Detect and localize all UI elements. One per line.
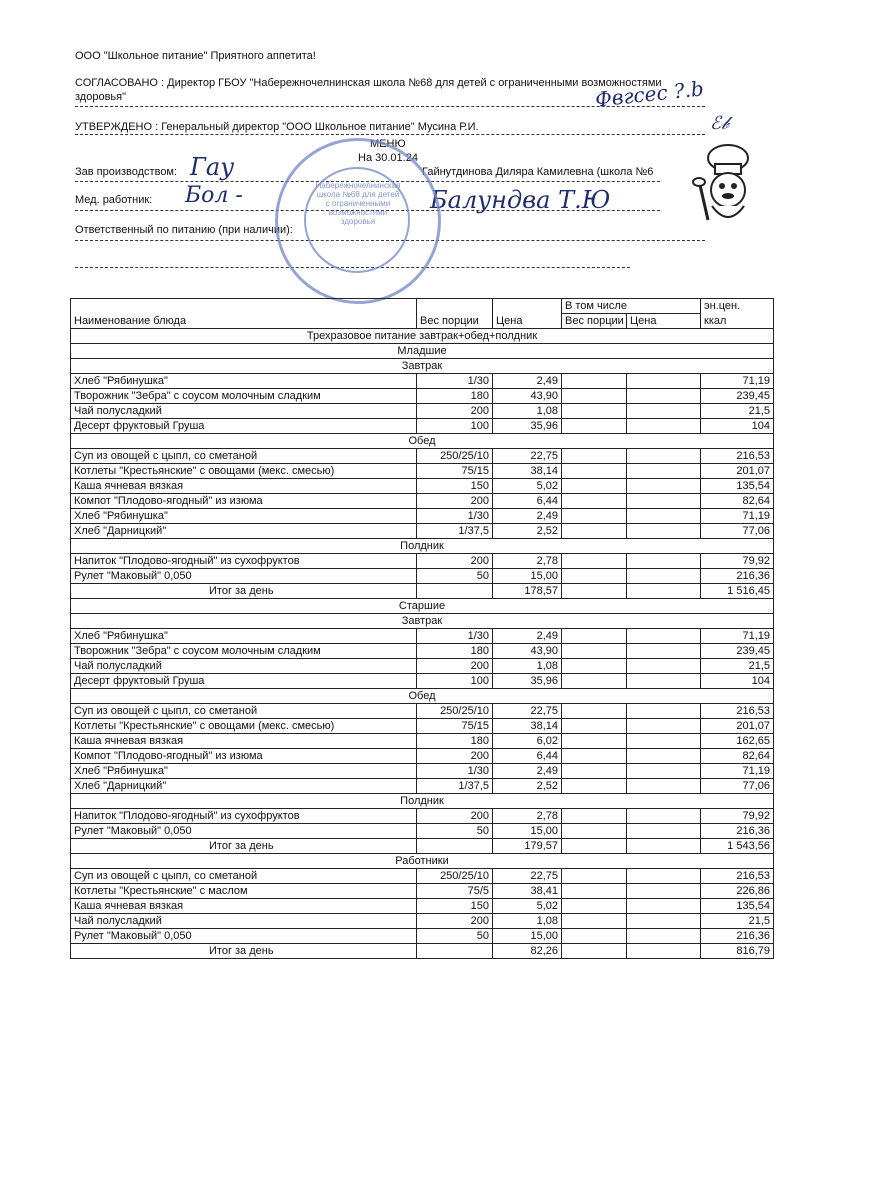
menu-title: МЕНЮ: [370, 138, 406, 150]
dish-price: 2,49: [493, 764, 562, 779]
sub-price-cell: [627, 809, 701, 824]
section-row: [71, 794, 774, 809]
sub-weight-cell: [562, 404, 627, 419]
dish-kcal: 216,36: [701, 929, 774, 944]
sub-price-cell: [627, 449, 701, 464]
sub-price-cell: [627, 419, 701, 434]
table-row: [71, 524, 774, 539]
section-row: [71, 599, 774, 614]
total-sub-price-cell: [627, 839, 701, 854]
table-row: [71, 779, 774, 794]
dish-price: 35,96: [493, 674, 562, 689]
table-row: [71, 764, 774, 779]
dish-kcal: 216,36: [701, 824, 774, 839]
dish-price: 15,00: [493, 569, 562, 584]
dish-weight: 75/15: [417, 464, 493, 479]
header-name: Наименование блюда: [71, 299, 417, 329]
dish-weight: 200: [417, 914, 493, 929]
dish-price: 38,14: [493, 464, 562, 479]
dish-name: Хлеб "Рябинушка": [71, 764, 417, 779]
header-energy-line2: ккал: [701, 314, 774, 329]
dish-weight: 1/37,5: [417, 524, 493, 539]
sub-price-cell: [627, 554, 701, 569]
sub-weight-cell: [562, 419, 627, 434]
dish-weight: 50: [417, 824, 493, 839]
section-row: [71, 539, 774, 554]
dish-kcal: 71,19: [701, 374, 774, 389]
dish-weight: 75/5: [417, 884, 493, 899]
total-sub-weight-cell: [562, 839, 627, 854]
dish-weight: 1/30: [417, 764, 493, 779]
dish-kcal: 21,5: [701, 914, 774, 929]
dish-weight: 180: [417, 389, 493, 404]
dish-name: Рулет "Маковый" 0,050: [71, 569, 417, 584]
sub-weight-cell: [562, 464, 627, 479]
sub-price-cell: [627, 569, 701, 584]
dish-kcal: 77,06: [701, 779, 774, 794]
round-stamp: [275, 138, 441, 304]
sub-price-cell: [627, 659, 701, 674]
dish-name: Хлеб "Рябинушка": [71, 629, 417, 644]
sub-price-cell: [627, 389, 701, 404]
dish-name: Хлеб "Дарницкий": [71, 524, 417, 539]
stamp-text: Набережночелнинская школа №68 для детей с ограниченными возможностями здоровья: [315, 181, 401, 226]
sub-weight-cell: [562, 644, 627, 659]
total-row: [71, 944, 774, 959]
dish-weight: 200: [417, 659, 493, 674]
total-weight-cell: [417, 839, 493, 854]
sub-price-cell: [627, 734, 701, 749]
production-name: Гайнутдинова Диляра Камилевна (школа №6: [422, 166, 654, 178]
dish-kcal: 77,06: [701, 524, 774, 539]
sub-price-cell: [627, 464, 701, 479]
dish-price: 5,02: [493, 479, 562, 494]
section-row: [71, 689, 774, 704]
sub-weight-cell: [562, 809, 627, 824]
sub-weight-cell: [562, 749, 627, 764]
sub-weight-cell: [562, 764, 627, 779]
sub-price-cell: [627, 749, 701, 764]
sub-weight-cell: [562, 479, 627, 494]
company-line: ООО "Школьное питание" Приятного аппетита!: [75, 50, 316, 62]
section-title: Полдник: [71, 539, 774, 554]
dish-price: 6,44: [493, 749, 562, 764]
sub-price-cell: [627, 509, 701, 524]
dish-price: 43,90: [493, 389, 562, 404]
total-label: Итог за день: [71, 839, 417, 854]
table-row: [71, 914, 774, 929]
dish-weight: 180: [417, 644, 493, 659]
dish-name: Хлеб "Рябинушка": [71, 374, 417, 389]
sub-price-cell: [627, 824, 701, 839]
section-row: [71, 854, 774, 869]
total-sub-price-cell: [627, 584, 701, 599]
dish-kcal: 239,45: [701, 644, 774, 659]
table-row: [71, 479, 774, 494]
dish-name: Компот "Плодово-ягодный" из изюма: [71, 749, 417, 764]
table-row: [71, 629, 774, 644]
dish-name: Чай полусладкий: [71, 659, 417, 674]
signature-director: Фвгсес ?.b: [594, 76, 705, 112]
sub-price-cell: [627, 779, 701, 794]
dish-kcal: 21,5: [701, 404, 774, 419]
dish-kcal: 216,36: [701, 569, 774, 584]
chef-mascot-icon: [690, 140, 760, 230]
dish-kcal: 216,53: [701, 449, 774, 464]
total-sub-weight-cell: [562, 944, 627, 959]
sub-price-cell: [627, 374, 701, 389]
sub-weight-cell: [562, 509, 627, 524]
total-kcal: 1 516,45: [701, 584, 774, 599]
dish-price: 22,75: [493, 449, 562, 464]
dish-name: Каша ячневая вязкая: [71, 479, 417, 494]
dish-name: Хлеб "Рябинушка": [71, 509, 417, 524]
sub-weight-cell: [562, 824, 627, 839]
sub-price-cell: [627, 764, 701, 779]
table-row: [71, 644, 774, 659]
table-row: [71, 464, 774, 479]
dish-price: 22,75: [493, 869, 562, 884]
dish-weight: 1/30: [417, 509, 493, 524]
sub-weight-cell: [562, 629, 627, 644]
dish-price: 38,14: [493, 719, 562, 734]
dish-weight: 50: [417, 929, 493, 944]
total-price: 178,57: [493, 584, 562, 599]
total-sub-weight-cell: [562, 584, 627, 599]
sub-price-cell: [627, 674, 701, 689]
agreed-continuation: здоровья": [75, 91, 127, 103]
table-row: [71, 659, 774, 674]
dish-name: Котлеты "Крестьянские" с овощами (мекс. смесью): [71, 719, 417, 734]
dish-price: 43,90: [493, 644, 562, 659]
dish-price: 1,08: [493, 659, 562, 674]
dish-price: 2,49: [493, 509, 562, 524]
dish-kcal: 135,54: [701, 479, 774, 494]
sub-weight-cell: [562, 524, 627, 539]
sub-weight-cell: [562, 374, 627, 389]
table-row: [71, 569, 774, 584]
dish-name: Напиток "Плодово-ягодный" из сухофруктов: [71, 554, 417, 569]
table-row: [71, 374, 774, 389]
dish-name: Хлеб "Дарницкий": [71, 779, 417, 794]
dish-name: Суп из овощей с цыпл, со сметаной: [71, 869, 417, 884]
dish-weight: 200: [417, 494, 493, 509]
sub-weight-cell: [562, 779, 627, 794]
section-title: Обед: [71, 689, 774, 704]
table-row: [71, 509, 774, 524]
header-including: В том числе: [562, 299, 701, 314]
dish-weight: 200: [417, 554, 493, 569]
dish-kcal: 201,07: [701, 719, 774, 734]
signature-medical: Бол -: [185, 183, 243, 208]
total-sub-price-cell: [627, 944, 701, 959]
approved-line: УТВЕРЖДЕНО : Генеральный директор "ООО Школьное питание" Мусина Р.И.: [75, 121, 479, 133]
dish-name: Чай полусладкий: [71, 404, 417, 419]
sub-weight-cell: [562, 449, 627, 464]
total-kcal: 1 543,56: [701, 839, 774, 854]
dish-weight: 1/30: [417, 629, 493, 644]
header-sub-weight: Вес порции: [562, 314, 627, 329]
dish-name: Чай полусладкий: [71, 914, 417, 929]
dish-weight: 250/25/10: [417, 704, 493, 719]
dish-price: 2,52: [493, 779, 562, 794]
dish-name: Котлеты "Крестьянские" с маслом: [71, 884, 417, 899]
sub-weight-cell: [562, 734, 627, 749]
sub-weight-cell: [562, 884, 627, 899]
dish-name: Рулет "Маковый" 0,050: [71, 824, 417, 839]
sub-price-cell: [627, 914, 701, 929]
table-row: [71, 734, 774, 749]
dish-kcal: 71,19: [701, 764, 774, 779]
responsible-label: Ответственный по питанию (при наличии):: [75, 224, 293, 236]
dish-kcal: 71,19: [701, 509, 774, 524]
table-row: [71, 899, 774, 914]
dish-name: Суп из овощей с цыпл, со сметаной: [71, 449, 417, 464]
section-row: [71, 434, 774, 449]
dish-kcal: 239,45: [701, 389, 774, 404]
table-row: [71, 719, 774, 734]
section-title: Младшие: [71, 344, 774, 359]
dish-name: Напиток "Плодово-ягодный" из сухофруктов: [71, 809, 417, 824]
dish-price: 22,75: [493, 704, 562, 719]
dish-kcal: 104: [701, 419, 774, 434]
table-row: [71, 824, 774, 839]
dish-kcal: 226,86: [701, 884, 774, 899]
dish-kcal: 216,53: [701, 869, 774, 884]
section-title: Работники: [71, 854, 774, 869]
section-title: Трехразовое питание завтрак+обед+полдник: [71, 329, 774, 344]
dish-name: Десерт фруктовый Груша: [71, 419, 417, 434]
dish-name: Каша ячневая вязкая: [71, 734, 417, 749]
dish-kcal: 216,53: [701, 704, 774, 719]
sub-weight-cell: [562, 569, 627, 584]
total-weight-cell: [417, 584, 493, 599]
header-price: Цена: [493, 299, 562, 329]
table-header-row-1: [71, 299, 774, 314]
dish-kcal: 79,92: [701, 554, 774, 569]
total-row: [71, 584, 774, 599]
section-row: [71, 614, 774, 629]
dish-name: Десерт фруктовый Груша: [71, 674, 417, 689]
sub-weight-cell: [562, 674, 627, 689]
sub-price-cell: [627, 404, 701, 419]
table-row: [71, 704, 774, 719]
dish-kcal: 104: [701, 674, 774, 689]
header-weight: Вес порции: [417, 299, 493, 329]
sub-price-cell: [627, 629, 701, 644]
dish-kcal: 82,64: [701, 494, 774, 509]
table-row: [71, 929, 774, 944]
dish-name: Рулет "Маковый" 0,050: [71, 929, 417, 944]
menu-table: [70, 298, 774, 959]
sub-weight-cell: [562, 929, 627, 944]
dish-name: Творожник "Зебра" с соусом молочным сладким: [71, 644, 417, 659]
sub-price-cell: [627, 869, 701, 884]
dish-price: 15,00: [493, 824, 562, 839]
total-price: 179,57: [493, 839, 562, 854]
total-weight-cell: [417, 944, 493, 959]
dish-weight: 100: [417, 419, 493, 434]
dish-price: 2,49: [493, 629, 562, 644]
table-row: [71, 674, 774, 689]
sub-weight-cell: [562, 704, 627, 719]
total-kcal: 816,79: [701, 944, 774, 959]
section-title: Полдник: [71, 794, 774, 809]
sub-price-cell: [627, 704, 701, 719]
dish-weight: 1/37,5: [417, 779, 493, 794]
sub-price-cell: [627, 884, 701, 899]
sub-weight-cell: [562, 554, 627, 569]
sub-price-cell: [627, 644, 701, 659]
signature-medical-name: Балундва Т.Ю: [430, 186, 611, 214]
dish-weight: 100: [417, 674, 493, 689]
sub-weight-cell: [562, 494, 627, 509]
agreed-line: СОГЛАСОВАНО : Директор ГБОУ "Набережночелнинская школа №68 для детей с ограниченными возможностями: [75, 77, 662, 89]
dish-kcal: 201,07: [701, 464, 774, 479]
table-row: [71, 554, 774, 569]
section-row: [71, 329, 774, 344]
dish-name: Котлеты "Крестьянские" с овощами (мекс. смесью): [71, 464, 417, 479]
dish-price: 38,41: [493, 884, 562, 899]
dish-price: 15,00: [493, 929, 562, 944]
dish-weight: 50: [417, 569, 493, 584]
total-label: Итог за день: [71, 584, 417, 599]
table-row: [71, 749, 774, 764]
dish-kcal: 135,54: [701, 899, 774, 914]
header-sub-price: Цена: [627, 314, 701, 329]
sub-price-cell: [627, 899, 701, 914]
dish-weight: 75/15: [417, 719, 493, 734]
dish-weight: 200: [417, 404, 493, 419]
section-title: Завтрак: [71, 614, 774, 629]
dish-weight: 150: [417, 899, 493, 914]
dish-name: Компот "Плодово-ягодный" из изюма: [71, 494, 417, 509]
sub-weight-cell: [562, 659, 627, 674]
dish-weight: 150: [417, 479, 493, 494]
medical-label: Мед. работник:: [75, 194, 153, 206]
dish-weight: 180: [417, 734, 493, 749]
dish-price: 2,78: [493, 554, 562, 569]
header-energy-line1: эн.цен.: [701, 299, 774, 314]
approved-underline: [75, 134, 705, 135]
sub-weight-cell: [562, 389, 627, 404]
total-label: Итог за день: [71, 944, 417, 959]
dish-price: 6,02: [493, 734, 562, 749]
table-row: [71, 809, 774, 824]
signature-approved: ℰ𝒷: [710, 113, 729, 134]
dish-name: Каша ячневая вязкая: [71, 899, 417, 914]
sub-weight-cell: [562, 899, 627, 914]
total-price: 82,26: [493, 944, 562, 959]
section-title: Завтрак: [71, 359, 774, 374]
dish-kcal: 21,5: [701, 659, 774, 674]
table-row: [71, 884, 774, 899]
menu-table-body: [71, 329, 774, 959]
dish-weight: 250/25/10: [417, 449, 493, 464]
signature-production: Гау: [190, 153, 235, 181]
sub-weight-cell: [562, 719, 627, 734]
table-row: [71, 404, 774, 419]
sub-price-cell: [627, 479, 701, 494]
total-row: [71, 839, 774, 854]
table-row: [71, 449, 774, 464]
dish-price: 2,78: [493, 809, 562, 824]
table-row: [71, 389, 774, 404]
table-row: [71, 494, 774, 509]
dish-kcal: 162,65: [701, 734, 774, 749]
dish-weight: 200: [417, 749, 493, 764]
dish-kcal: 71,19: [701, 629, 774, 644]
production-label: Зав производством:: [75, 166, 178, 178]
dish-kcal: 79,92: [701, 809, 774, 824]
dish-price: 5,02: [493, 899, 562, 914]
dish-price: 2,49: [493, 374, 562, 389]
table-row: [71, 419, 774, 434]
sub-price-cell: [627, 719, 701, 734]
sub-weight-cell: [562, 869, 627, 884]
sub-price-cell: [627, 494, 701, 509]
sub-weight-cell: [562, 914, 627, 929]
section-row: [71, 344, 774, 359]
dish-price: 1,08: [493, 914, 562, 929]
sub-price-cell: [627, 524, 701, 539]
table-row: [71, 869, 774, 884]
dish-price: 6,44: [493, 494, 562, 509]
dish-weight: 200: [417, 809, 493, 824]
dish-weight: 250/25/10: [417, 869, 493, 884]
menu-date: На 30.01.24: [358, 152, 418, 164]
dish-price: 35,96: [493, 419, 562, 434]
dish-price: 1,08: [493, 404, 562, 419]
dish-weight: 1/30: [417, 374, 493, 389]
dish-name: Творожник "Зебра" с соусом молочным сладким: [71, 389, 417, 404]
dish-name: Суп из овощей с цыпл, со сметаной: [71, 704, 417, 719]
section-title: Обед: [71, 434, 774, 449]
section-title: Старшие: [71, 599, 774, 614]
dish-price: 2,52: [493, 524, 562, 539]
dish-kcal: 82,64: [701, 749, 774, 764]
section-row: [71, 359, 774, 374]
sub-price-cell: [627, 929, 701, 944]
